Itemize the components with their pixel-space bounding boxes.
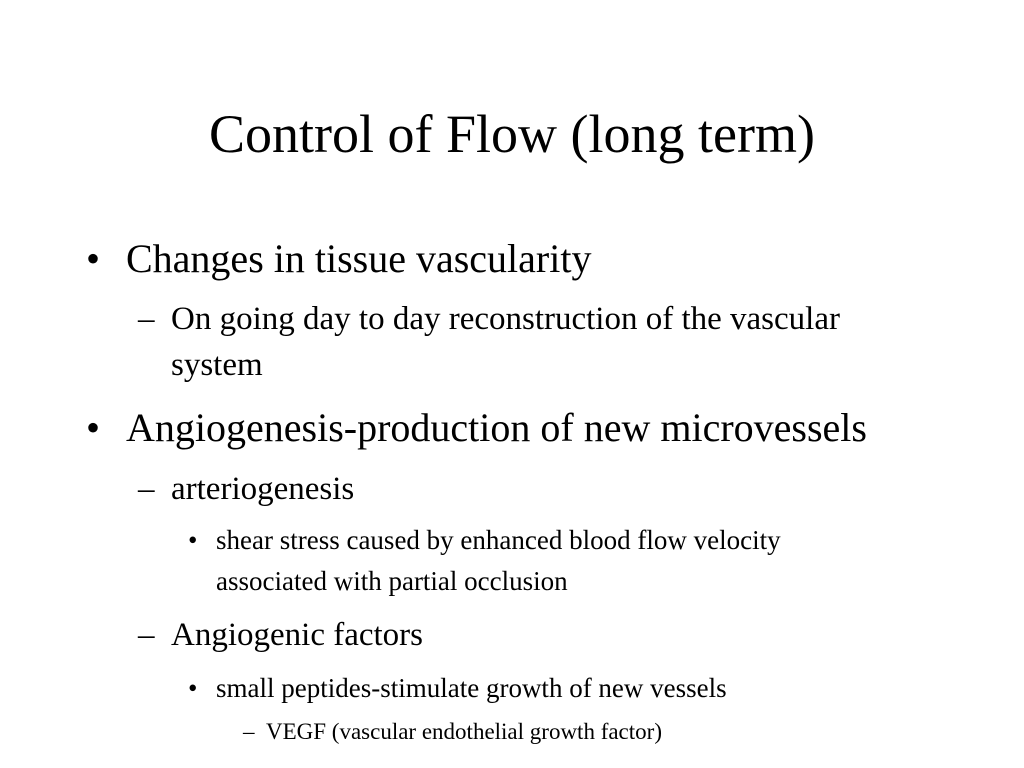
bullet-marker: •: [86, 405, 101, 450]
slide-title: Control of Flow (long term): [209, 104, 815, 164]
subbullet-text-reconstruction-line1: On going day to day reconstruction of the vascular: [171, 301, 840, 337]
bullet-marker: •: [188, 673, 198, 703]
bullet-marker: •: [86, 236, 101, 281]
subsubbullet-text-shear-line2: associated with partial occlusion: [216, 566, 568, 596]
dash-marker: –: [138, 301, 155, 337]
subsubbullet-text-peptides: small peptides-stimulate growth of new vessels: [216, 673, 727, 703]
subbullet-text-arteriogenesis: arteriogenesis: [171, 471, 355, 507]
subbullet-text-reconstruction-line2: system: [171, 347, 263, 383]
dash-marker: –: [243, 719, 255, 744]
subsubbullet-text-shear-line1: shear stress caused by enhanced blood flow velocity: [216, 525, 781, 555]
level4-text-vegf: VEGF (vascular endothelial growth factor): [266, 719, 662, 744]
bullet-text-vascularity: Changes in tissue vascularity: [126, 236, 592, 281]
bullet-marker: •: [188, 525, 198, 555]
bullet-text-angiogenesis: Angiogenesis-production of new microvessels: [126, 405, 867, 450]
subbullet-text-angiogenic-factors: Angiogenic factors: [171, 617, 423, 653]
dash-marker: –: [138, 471, 155, 507]
dash-marker: –: [138, 617, 155, 653]
